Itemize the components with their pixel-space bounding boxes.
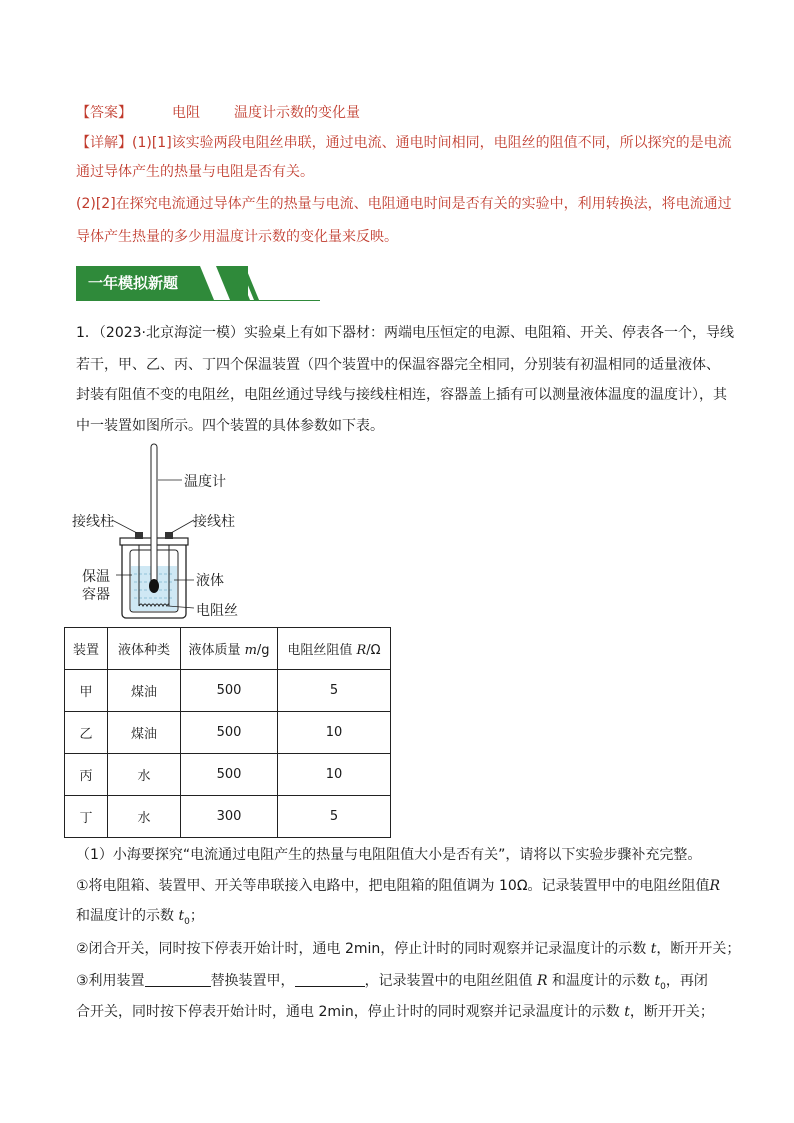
header-resistance: 电阻丝阻值 R/Ω (278, 628, 391, 670)
thermometer-bulb (149, 579, 159, 593)
step-3-line-1: ③利用装置 替换装置甲， ，记录装置中的电阻丝阻值 R 和温度计的示数 $t_0$，再闭 (76, 973, 708, 992)
question-line-2: 若干，甲、乙、丙、丁四个保温装置（四个装置中的保温容器完全相同，分别装有初温相同的适量液体、 (76, 357, 720, 373)
answer-blank-2: 温度计示数的变化量 (234, 105, 360, 121)
step-1-line-2: 和温度计的示数 $t_0$； (76, 908, 204, 927)
label-thermometer: 温度计 (184, 474, 226, 490)
thermometer-tube (151, 444, 157, 584)
step-2-line: ②闭合开关，同时按下停表开始计时，通电 2min，停止计时的同时观察并记录温度计的示数 t，断开开关； (76, 941, 741, 957)
detail-tag: 【详解】 (76, 135, 132, 151)
section-divider (76, 300, 320, 301)
answer-tag: 【答案】 (76, 105, 132, 121)
section-title: 一年模拟新题 (88, 274, 179, 292)
terminal-right-post (165, 532, 173, 539)
label-container-1: 保温 (82, 569, 110, 585)
header-mass: 液体质量 m/g (181, 628, 278, 670)
detail-line-4: 导体产生热量的多少用温度计示数的变化量来反映。 (76, 229, 398, 245)
banner-stripes-icon (200, 266, 270, 301)
question-line-3: 封装有阻值不变的电阻丝，电阻丝通过导线与接线柱相连，容器盖上插有可以测量液体温度的温度计），其 (76, 387, 727, 403)
label-terminal-right: 接线柱 (193, 514, 235, 530)
question-line-1: 1．（2023·北京海淀一模）实验桌上有如下器材：两端电压恒定的电源、电阻箱、开关、停表各一个，导线 (76, 325, 734, 341)
detail-text-1: (1)[1]该实验两段电阻丝串联，通过电流、通电时间相同，电阻丝的阻值不同，所以探究的是电流 (132, 135, 732, 151)
table-row: 丙 水 500 10 (65, 754, 391, 796)
step-1-line-1: ①将电阻箱、装置甲、开关等串联接入电路中，把电阻箱的阻值调为 10Ω。记录装置甲中的电阻丝阻值R (76, 878, 721, 894)
question-line-4: 中一装置如图所示。四个装置的具体参数如下表。 (76, 418, 384, 434)
label-container-2: 容器 (82, 587, 110, 603)
terminal-left-post (135, 532, 143, 539)
answer-blank-1: 电阻 (172, 105, 200, 121)
label-liquid: 液体 (196, 573, 224, 589)
label-wire: 电阻丝 (196, 603, 238, 619)
detail-line-1 (76, 133, 732, 153)
header-liquid: 液体种类 (108, 628, 181, 670)
label-terminal-left: 接线柱 (72, 514, 114, 530)
fill-blank-device[interactable] (145, 972, 211, 987)
table-row: 乙 煤油 500 10 (65, 712, 391, 754)
steps-intro: （1）小海要探究“电流通过电阻产生的热量与电阻阻值大小是否有关”，请将以下实验步骤补充完整。 (76, 847, 702, 863)
detail-line-3: (2)[2]在探究电流通过导体产生的热量与电流、电阻通电时间是否有关的实验中，利用转换法，将电流通过 (76, 196, 732, 212)
detail-line-2: 通过导体产生的热量与电阻是否有关。 (76, 164, 314, 180)
params-table (64, 627, 391, 838)
table-row: 甲 煤油 500 5 (65, 670, 391, 712)
answer-line (76, 103, 360, 123)
step-3-line-2: 合开关，同时按下停表开始计时，通电 2min，停止计时的同时观察并记录温度计的示数 t，断开开关； (76, 1004, 714, 1020)
table-header-row (65, 628, 391, 670)
fill-blank-action[interactable] (295, 972, 365, 987)
table-row: 丁 水 300 5 (65, 796, 391, 838)
header-device: 装置 (65, 628, 108, 670)
